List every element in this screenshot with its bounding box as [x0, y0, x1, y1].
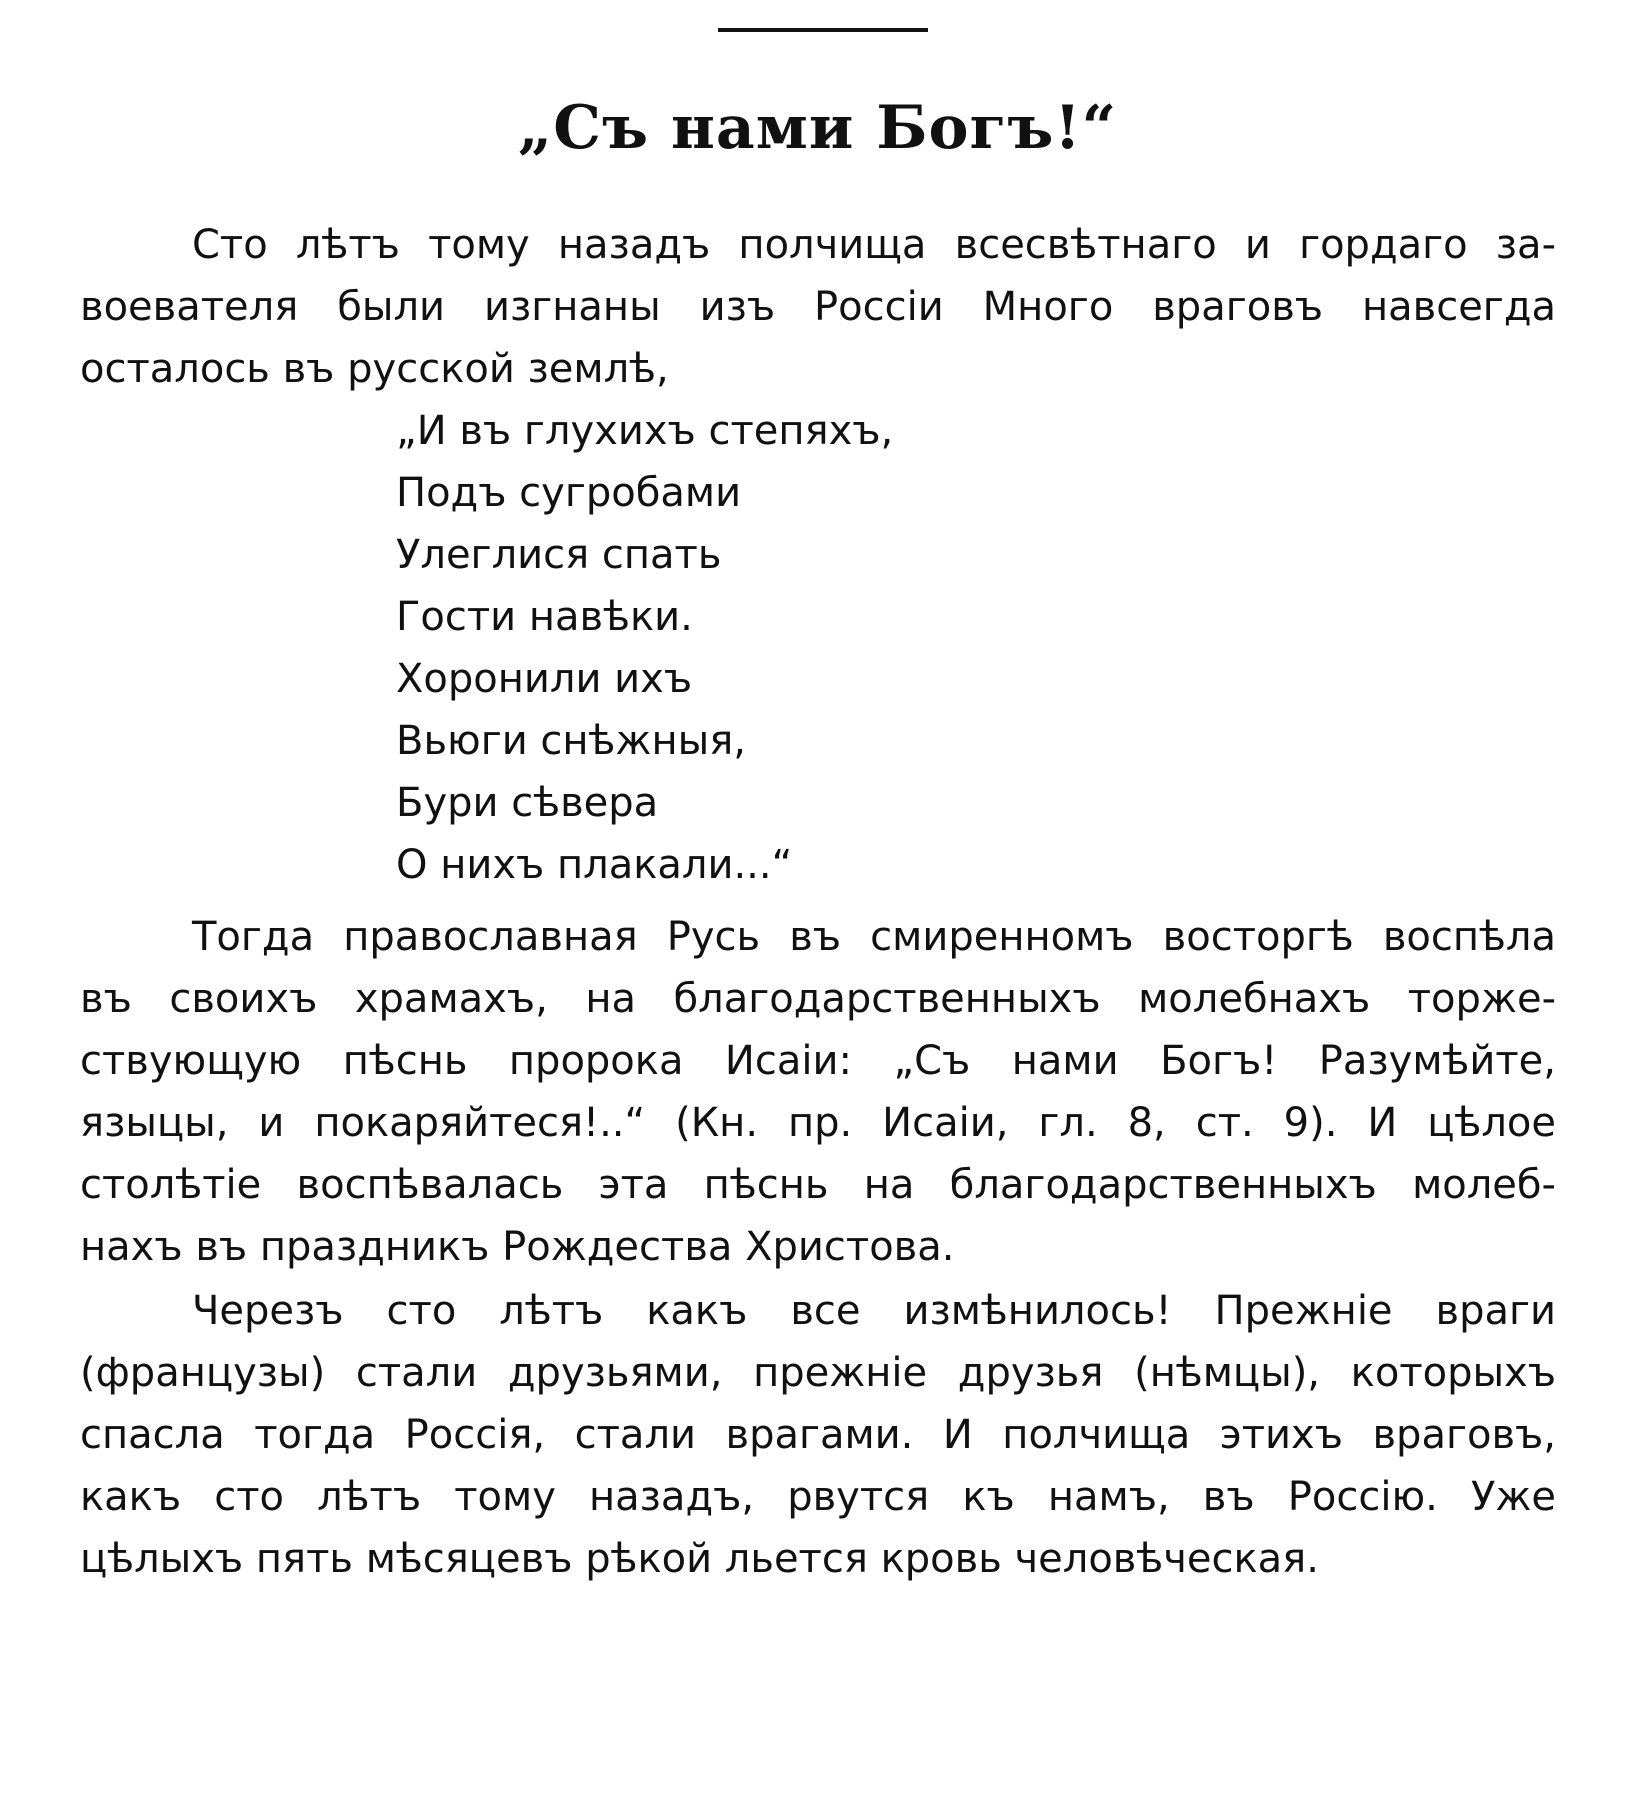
- verse-line: О нихъ плакали...“: [396, 842, 793, 888]
- text-line: нахъ въ праздникъ Рождества Христова.: [80, 1224, 955, 1270]
- text-line: столѣтіе воспѣвалась эта пѣснь на благодарственныхъ молеб-: [80, 1162, 1556, 1208]
- paragraph-2: [80, 906, 1556, 1278]
- text-line: (французы) стали друзьями, прежніе друзья (нѣмцы), которыхъ: [80, 1350, 1556, 1396]
- verse-line: Бури сѣвера: [396, 780, 659, 826]
- poem-quote: [396, 400, 1296, 896]
- verse-line: Хоронили ихъ: [396, 656, 693, 702]
- text-line: ствующую пѣснь пророка Исаіи: „Съ нами Богъ! Разумѣйте,: [80, 1038, 1556, 1084]
- text-line: осталось въ русской землѣ,: [80, 346, 669, 392]
- text-line: спасла тогда Россія, стали врагами. И полчища этихъ враговъ,: [80, 1412, 1556, 1458]
- verse-line: Гости навѣки.: [396, 594, 693, 640]
- text-line: цѣлыхъ пять мѣсяцевъ рѣкой льется кровь человѣческая.: [80, 1536, 1319, 1582]
- text-line: какъ сто лѣтъ тому назадъ, рвутся къ намъ, въ Россію. Уже: [80, 1474, 1556, 1520]
- text-line: Черезъ сто лѣтъ какъ все измѣнилось! Прежніе враги: [192, 1288, 1556, 1334]
- page-title: „Съ нами Богъ!“: [517, 93, 1118, 163]
- verse-line: Вьюги снѣжныя,: [396, 718, 746, 764]
- verse-line: Подъ сугробами: [396, 470, 742, 516]
- verse-line: Улеглися спать: [396, 532, 722, 578]
- top-rule-divider: [718, 28, 928, 32]
- text-line: Тогда православная Русь въ смиренномъ восторгѣ воспѣла: [192, 914, 1556, 960]
- paragraph-3: [80, 1280, 1556, 1590]
- text-line: языцы, и покаряйтеся!..“ (Кн. пр. Исаіи, гл. 8, ст. 9). И цѣлое: [80, 1100, 1556, 1146]
- text-line: Сто лѣтъ тому назадъ полчища всесвѣтнаго и гордаго за-: [192, 222, 1556, 268]
- paragraph-1: [80, 214, 1556, 400]
- verse-line: „И въ глухихъ степяхъ,: [396, 408, 894, 454]
- text-line: воевателя были изгнаны изъ Россіи Много враговъ навсегда: [80, 284, 1556, 330]
- text-line: въ своихъ храмахъ, на благодарственныхъ молебнахъ торже-: [80, 976, 1556, 1022]
